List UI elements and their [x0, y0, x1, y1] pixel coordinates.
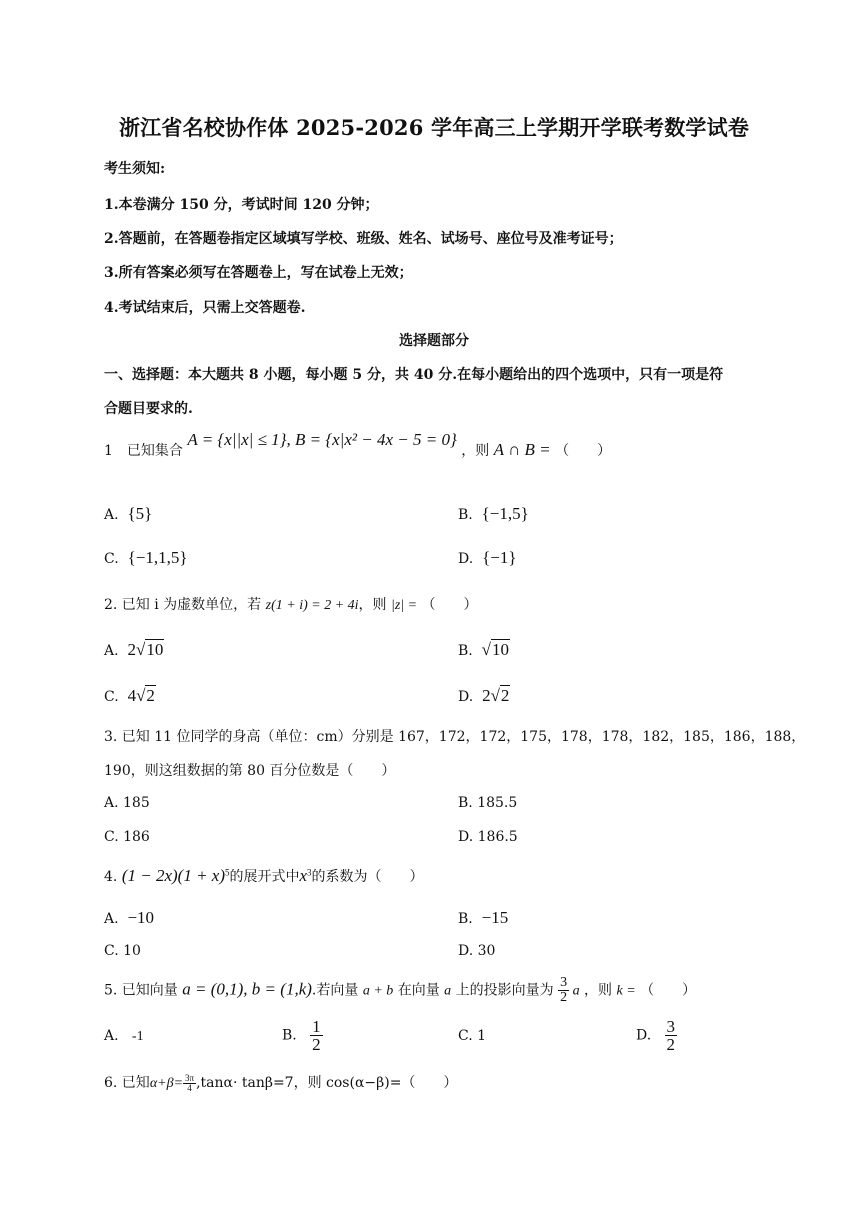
q2-expr: z(1 + i) = 2 + 4i	[265, 598, 359, 613]
notice-heading: 考生须知:	[104, 161, 166, 177]
q1-set-a: A = {x||x| ≤ 1}	[187, 430, 287, 449]
q1-suffix: ，则	[461, 443, 490, 459]
q1-option-b: B. {−1,5}	[458, 504, 529, 523]
q5-option-a: A. -1	[104, 1028, 144, 1044]
q5-option-d: D. $\frac{3}{2}$	[636, 1017, 676, 1054]
question-3-line1: 3. 已知 11 位同学的身高（单位：cm）分别是 167，172，172，175，178，178，182，185，186，188，	[104, 729, 806, 745]
q1-set-b: B = {x|x² − 4x − 5 = 0}	[294, 430, 457, 449]
notice-item-3: 3.所有答案必须写在答题卷上，写在试卷上无效；	[104, 265, 413, 281]
notice-item-2: 2.答题前，在答题卷指定区域填写学校、班级、姓名、试场号、座位号及准考证号；	[104, 231, 623, 247]
q2-ask: |z| =	[391, 598, 418, 613]
q4-option-b: B. −15	[458, 908, 509, 927]
q1-ask: A ∩ B =	[493, 440, 551, 459]
q1-option-c: C. {−1,1,5}	[104, 548, 188, 567]
question-3-line2: 190，则这组数据的第 80 百分位数是（ ）	[104, 763, 396, 779]
q2-option-d: D. 2√2	[458, 686, 510, 705]
q4-option-d: D. 30	[458, 943, 496, 959]
section-title: 选择题部分	[399, 333, 469, 349]
question-5-stem: 5. 已知向量 a = (0,1), b = (1,k).若向量 a + b 在向量 a 上的投影向量为 $\frac{3}{2}$ a ，则 k = （ ）	[104, 975, 697, 1005]
question-4-stem: 4. $(1 - 2x)(1 + x)^5$的展开式中$x^3$的系数为（ ）	[104, 866, 424, 885]
part1-instruction-line2: 合题目要求的.	[104, 401, 193, 417]
q4-expr: (1 − 2x)(1 + x)	[121, 866, 225, 885]
exam-title: 浙江省名校协作体 2025-2026 学年高三上学期开学联考数学试卷	[118, 115, 750, 140]
q5-fraction: $\frac{3}{2}$	[560, 975, 568, 1005]
q3-option-c: C. 186	[104, 829, 150, 845]
q3-option-b: B. 185.5	[458, 795, 518, 811]
q5-option-c: C. 1	[458, 1028, 487, 1044]
notice-item-4: 4.考试结束后，只需上交答题卷.	[104, 300, 306, 316]
q1-prefix: 1 已知集合	[104, 443, 183, 459]
q4-option-a: A. −10	[104, 908, 155, 927]
q2-option-b: B. √10	[458, 640, 509, 659]
q3-option-d: D. 186.5	[458, 829, 518, 845]
question-2-stem: 2. 已知 i 为虚数单位，若 z(1 + i) = 2 + 4i，则 |z| = （ ）	[104, 597, 478, 613]
q1-option-a: A. {5}	[104, 504, 153, 523]
question-6-stem: 6. 已知α+β= $\frac{3\pi}{4}$ ,tanα· tanβ=7，则 cos(α−β)=（ ）	[104, 1072, 458, 1093]
q2-option-c: C. 4√2	[104, 686, 155, 705]
notice-item-1: 1.本卷满分 150 分，考试时间 120 分钟；	[104, 197, 379, 213]
q4-option-c: C. 10	[104, 943, 141, 959]
q1-paren: （ ）	[555, 443, 612, 459]
q2-option-a: A. 2√10	[104, 640, 164, 659]
part1-instruction-line1: 一、选择题：本大题共 8 小题，每小题 5 分，共 40 分.在每小题给出的四个选项中，只有一项是符	[104, 367, 724, 383]
q3-option-a: A. 185	[104, 795, 150, 811]
q1-option-d: D. {−1}	[458, 548, 517, 567]
q5-vectors: a = (0,1), b = (1,k)	[182, 979, 312, 999]
question-1-stem: 1 已知集合 A = {x||x| ≤ 1}, B = {x|x² − 4x − 5 = 0} ，则 A ∩ B = （ ）	[104, 430, 612, 459]
q5-option-b: B. $\frac{1}{2}$	[282, 1017, 321, 1054]
